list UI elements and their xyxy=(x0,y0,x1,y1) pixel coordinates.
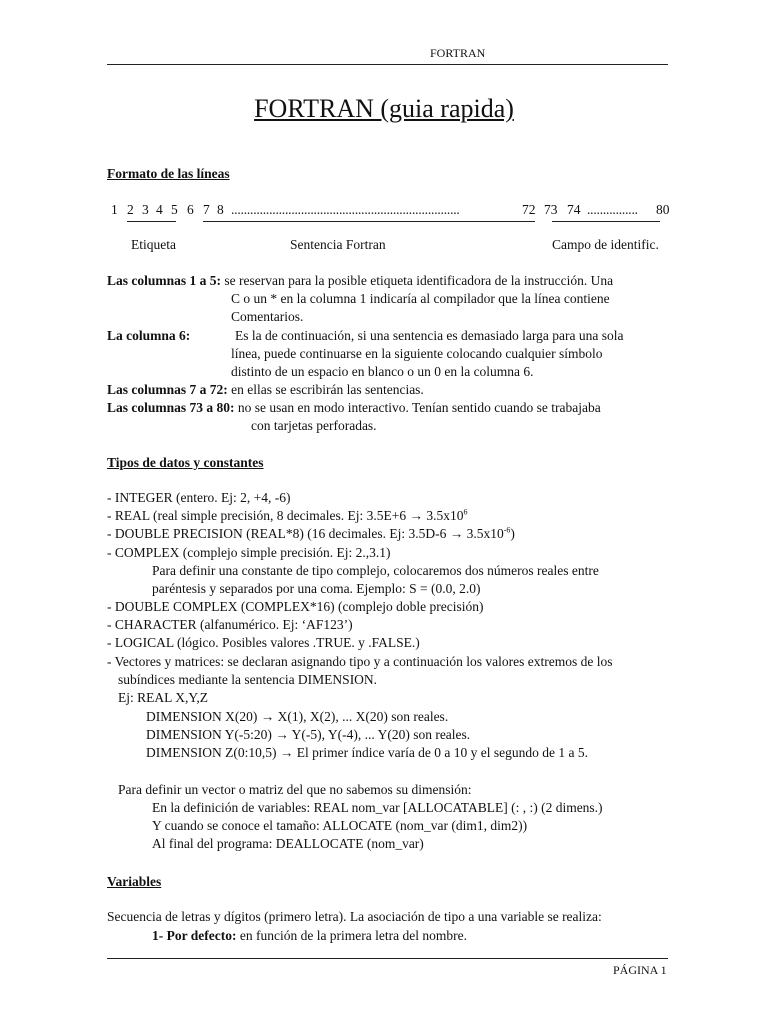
col-5: 5 xyxy=(171,202,178,217)
rule-text: con tarjetas perforadas. xyxy=(251,418,377,433)
bracket-campo xyxy=(552,221,660,222)
section-heading-variables: Variables xyxy=(107,874,162,889)
rule-col-6-term xyxy=(107,328,190,344)
vectores-line-1: - Vectores y matrices: se declaran asignando tipo y a continuación los valores extremos de los xyxy=(107,654,613,669)
col-7: 7 xyxy=(203,202,210,217)
type-integer: - INTEGER (entero. Ej: 2, +4, -6) xyxy=(107,490,291,505)
rule-text: distinto de un espacio en blanco o un 0 en la columna 6. xyxy=(231,364,534,379)
allocate-intro: Para definir un vector o matriz del que no sabemos su dimensión: xyxy=(118,782,472,797)
col-73: 73 xyxy=(544,202,558,217)
allocate-line-1: En la definición de variables: REAL nom_var [ALLOCATABLE] (: , :) (2 dimens.) xyxy=(152,800,603,815)
allocate-line-3: Al final del programa: DEALLOCATE (nom_var) xyxy=(152,836,424,851)
type-double-exponent: -6 xyxy=(503,525,511,535)
type-character: - CHARACTER (alfanumérico. Ej: ‘AF123’) xyxy=(107,617,353,632)
col-1: 1 xyxy=(111,202,118,217)
dimension-example-2: DIMENSION Y(-5:20) → Y(-5), Y(-4), ... Y(20) son reales. xyxy=(146,727,471,742)
label-campo: Campo de identific. xyxy=(552,237,659,252)
label-etiqueta: Etiqueta xyxy=(131,237,176,252)
type-real-text: - REAL (real simple precisión, 8 decimales. Ej: 3.5E+6 → 3.5x10 xyxy=(107,508,464,523)
section-heading-formato: Formato de las líneas xyxy=(107,166,230,181)
col-dots-b: ................ xyxy=(587,202,638,217)
rule-cols-1-5 xyxy=(107,273,613,289)
col-2: 2 xyxy=(127,202,134,217)
rule-text: no se usan en modo interactivo. Tenían sentido cuando se trabajaba xyxy=(237,400,601,415)
type-complex: - COMPLEX (complejo simple precisión. Ej: 2.,3.1) xyxy=(107,545,391,560)
header-rule xyxy=(107,64,668,65)
rule-text: se reservan para la posible etiqueta identificadora de la instrucción. Una xyxy=(224,273,614,288)
allocate-line-2: Y cuando se conoce el tamaño: ALLOCATE (nom_var (dim1, dim2)) xyxy=(152,818,528,833)
dimension-example-3: DIMENSION Z(0:10,5) → El primer índice varía de 0 a 10 y el segundo de 1 a 5. xyxy=(146,745,589,760)
example-real: Ej: REAL X,Y,Z xyxy=(118,690,208,705)
type-logical: - LOGICAL (lógico. Posibles valores .TRUE. y .FALSE.) xyxy=(107,635,420,650)
type-double-precision xyxy=(107,526,515,542)
variables-item-1 xyxy=(152,928,467,944)
page-title: FORTRAN (guia rapida) xyxy=(254,94,514,123)
type-double-complex: - DOUBLE COMPLEX (COMPLEX*16) (complejo doble precisión) xyxy=(107,599,484,614)
variables-item-text: en función de la primera letra del nombre. xyxy=(239,928,467,943)
running-header: FORTRAN xyxy=(430,46,486,60)
col-3: 3 xyxy=(142,202,149,217)
variables-intro: Secuencia de letras y dígitos (primero letra). La asociación de tipo a una variable se realiza: xyxy=(107,909,602,924)
type-real-exponent: 6 xyxy=(463,507,468,517)
type-real xyxy=(107,508,468,524)
rule-term: La columna 6: xyxy=(107,328,191,343)
rule-text: línea, puede continuarse en la siguiente colocando cualquier símbolo xyxy=(231,346,603,361)
dimension-example-1: DIMENSION X(20) → X(1), X(2), ... X(20) son reales. xyxy=(146,709,449,724)
col-72: 72 xyxy=(522,202,536,217)
rule-term: Las columnas 73 a 80: xyxy=(107,400,235,415)
label-sentencia: Sentencia Fortran xyxy=(290,237,386,252)
vectores-line-2: subíndices mediante la sentencia DIMENSION. xyxy=(118,672,378,687)
col-8: 8 xyxy=(217,202,224,217)
col-80: 80 xyxy=(656,202,670,217)
col-6: 6 xyxy=(187,202,194,217)
page-number: PÁGINA 1 xyxy=(613,963,667,977)
bracket-etiqueta xyxy=(127,221,176,222)
type-double-text: - DOUBLE PRECISION (REAL*8) (16 decimales. Ej: 3.5D-6 → 3.5x10 xyxy=(107,526,504,541)
footer-rule xyxy=(107,958,668,959)
rule-text: en ellas se escribirán las sentencias. xyxy=(231,382,424,397)
rule-term: Las columnas 7 a 72: xyxy=(107,382,228,397)
rule-cols-73-80 xyxy=(107,400,601,416)
col-74: 74 xyxy=(567,202,581,217)
complex-note-2: paréntesis y separados por una coma. Ejemplo: S = (0.0, 2.0) xyxy=(152,581,481,596)
section-heading-tipos: Tipos de datos y constantes xyxy=(107,455,264,470)
complex-note-1: Para definir una constante de tipo complejo, colocaremos dos números reales entre xyxy=(152,563,599,578)
variables-item-term: 1- Por defecto: xyxy=(152,928,237,943)
rule-text: C o un * en la columna 1 indicaría al compilador que la línea contiene xyxy=(231,291,610,306)
col-dots-a: ........................................................................ xyxy=(231,202,460,217)
rule-cols-7-72 xyxy=(107,382,424,398)
bracket-sentencia xyxy=(203,221,535,222)
rule-term: Las columnas 1 a 5: xyxy=(107,273,222,288)
type-double-close: ) xyxy=(510,526,515,541)
rule-text: Comentarios. xyxy=(231,309,304,324)
rule-text: Es la de continuación, si una sentencia es demasiado larga para una sola xyxy=(235,328,624,343)
col-4: 4 xyxy=(156,202,163,217)
